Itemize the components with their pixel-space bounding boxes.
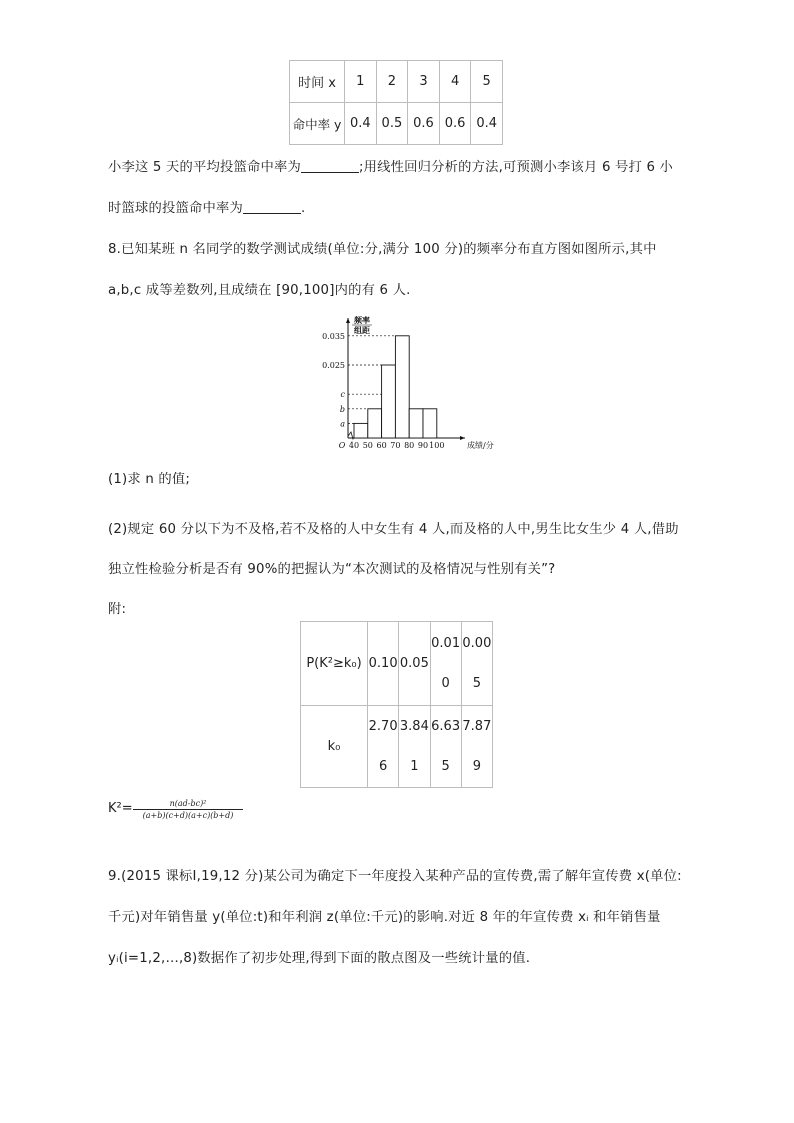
table-cell: 5 [471, 61, 503, 103]
frequency-histogram [310, 310, 494, 455]
cell-text: 9 [472, 758, 482, 774]
y-tick-label: c [340, 390, 345, 400]
cell-text: 0.01 [431, 635, 461, 651]
cell-text: 0 [441, 675, 450, 691]
table-cell [430, 622, 461, 706]
histogram-bar [368, 409, 382, 438]
cell-text: 0.10 [368, 656, 398, 671]
table-cell: 0.4 [345, 103, 377, 145]
appendix-label: 附: [108, 602, 127, 617]
table-cell: 0.5 [376, 103, 408, 145]
cell-text: 1 [410, 758, 419, 774]
table-cell [461, 706, 492, 788]
cell-text: 3.84 [399, 718, 429, 734]
y-axis-arrow [346, 318, 350, 323]
table-cell: 3 [408, 61, 440, 103]
x-tick-label: 50 [362, 441, 373, 450]
part-2-line-1: (2)规定 60 分以下为不及格,若不及格的人中女生有 4 人,而及格的人中,男生比女生少 4 人,借助 [108, 522, 679, 537]
formula-fraction [133, 798, 243, 821]
part-2-line-2: 独立性检验分析是否有 90%的把握认为“本次测试的及格情况与性别有关”? [108, 562, 556, 577]
answer-blank [301, 158, 359, 173]
table-header-p: P(K²≥k₀) [301, 622, 368, 706]
text-line: 9.(2015 课标Ⅰ,19,12 分)某公司为确定下一年度投入某种产品的宣传费,需了解年宣传费 x(单位: [108, 869, 682, 884]
cell-text: 0.05 [399, 656, 429, 671]
x-tick-label: 40 [348, 441, 360, 450]
table-cell [430, 706, 461, 788]
cell-text: 0.00 [462, 635, 492, 651]
text-line: yᵢ(i=1,2,…,8)数据作了初步处理,得到下面的散点图及一些统计量的值. [108, 951, 531, 966]
histogram-bar [354, 423, 368, 438]
text-line [108, 152, 692, 183]
cell-text: 6 [378, 758, 388, 774]
question-9-text [108, 861, 692, 974]
part-1: (1)求 n 的值; [108, 472, 191, 487]
table-cell: 0.6 [408, 103, 440, 145]
histogram-bar [382, 365, 396, 438]
origin-label: O [338, 441, 346, 450]
text-line: 8.已知某班 n 名同学的数学测试成绩(单位:分,满分 100 分)的频率分布直方图如图所示,其中 [108, 242, 657, 257]
x-axis-arrow [460, 436, 465, 440]
table-cell: 4 [439, 61, 471, 103]
table-cell: 2 [376, 61, 408, 103]
question-8-text [108, 234, 692, 306]
y-tick-label: 0.035 [322, 331, 345, 341]
histogram-bar [423, 409, 437, 438]
table-cell: 1 [345, 61, 377, 103]
text-line [108, 193, 692, 224]
x-tick-label: 100 [429, 441, 445, 450]
cell-text: 5 [472, 675, 482, 691]
cell-text: 5 [441, 758, 450, 774]
y-tick-label: 0.025 [322, 361, 345, 370]
x-tick-label: 60 [376, 441, 387, 450]
hit-rate-table [289, 60, 503, 145]
formula-numerator: n(ad-bc)² [169, 799, 207, 808]
table-cell [368, 622, 399, 706]
histogram-bar [395, 336, 409, 438]
table-cell: 0.4 [471, 103, 503, 145]
x-tick-label: 90 [417, 441, 429, 450]
answer-blank [243, 199, 301, 214]
text-segment: . [300, 201, 306, 216]
k-squared-formula [108, 798, 308, 818]
table-header-k0: k₀ [301, 706, 368, 788]
text-segment: 小李这 5 天的平均投篮命中率为 [108, 160, 301, 175]
table-cell: 0.6 [439, 103, 471, 145]
question-7-text [108, 152, 692, 224]
table-header-y: 命中率 y [290, 103, 345, 145]
question-8-parts [108, 464, 692, 625]
table-cell [399, 622, 430, 706]
y-axis-label-bottom: 组距 [354, 325, 370, 335]
table-header-x: 时间 x [290, 61, 345, 103]
cell-text: 7.87 [462, 718, 492, 734]
y-axis-label-top: 频率 [354, 315, 370, 325]
table-cell [368, 706, 399, 788]
cell-text: 6.63 [431, 718, 461, 734]
cell-text: 2.70 [368, 718, 398, 734]
text-line: a,b,c 成等差数列,且成绩在 [90,100]内的有 6 人. [108, 283, 411, 298]
y-tick-label: a [340, 419, 345, 429]
text-segment: ;用线性回归分析的方法,可预测小李该月 6 号打 6 小 [358, 160, 674, 175]
histogram-bar [409, 409, 423, 438]
table-cell [399, 706, 430, 788]
x-axis-label: 成绩/分 [467, 441, 494, 450]
critical-value-table [300, 621, 493, 788]
formula-lhs: K²= [108, 801, 133, 816]
text-line: 千元)对年销售量 y(单位:t)和年利润 z(单位:千元)的影响.对近 8 年的年宣传费 xᵢ 和年销售量 [108, 910, 661, 925]
text-segment: 时篮球的投篮命中率为 [108, 201, 243, 216]
formula-denominator: (a+b)(c+d)(a+c)(b+d) [142, 811, 234, 820]
x-tick-label: 70 [390, 441, 401, 450]
y-tick-label: b [339, 404, 345, 414]
x-tick-label: 80 [404, 441, 415, 450]
table-cell [461, 622, 492, 706]
